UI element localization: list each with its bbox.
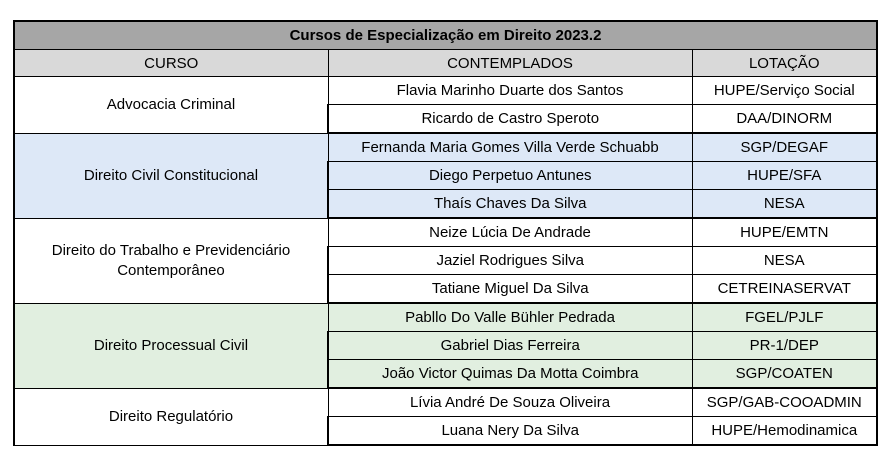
lotacao-cell: NESA — [692, 190, 877, 219]
header-row — [14, 50, 877, 77]
lotacao-cell: CETREINASERVAT — [692, 275, 877, 304]
contemplado-cell: Fernanda Maria Gomes Villa Verde Schuabb — [328, 133, 692, 162]
lotacao-cell: HUPE/EMTN — [692, 218, 877, 247]
courses-table — [13, 20, 878, 446]
lotacao-cell: NESA — [692, 247, 877, 275]
contemplado-cell: Diego Perpetuo Antunes — [328, 162, 692, 190]
lotacao-cell: HUPE/SFA — [692, 162, 877, 190]
lotacao-cell: FGEL/PJLF — [692, 303, 877, 332]
course-cell: Direito Processual Civil — [14, 303, 328, 388]
course-cell: Direito Regulatório — [14, 388, 328, 445]
lotacao-cell: DAA/DINORM — [692, 105, 877, 134]
table-row — [14, 133, 877, 162]
course-cell: Direito Civil Constitucional — [14, 133, 328, 218]
table-title: Cursos de Especialização em Direito 2023.2 — [14, 21, 877, 50]
header-curso: CURSO — [14, 50, 328, 77]
contemplado-cell: Gabriel Dias Ferreira — [328, 332, 692, 360]
lotacao-cell: SGP/COATEN — [692, 360, 877, 389]
lotacao-cell: SGP/DEGAF — [692, 133, 877, 162]
lotacao-cell: PR-1/DEP — [692, 332, 877, 360]
contemplado-cell: João Victor Quimas Da Motta Coimbra — [328, 360, 692, 389]
table-row — [14, 303, 877, 332]
title-row — [14, 21, 877, 50]
contemplado-cell: Tatiane Miguel Da Silva — [328, 275, 692, 304]
contemplado-cell: Jaziel Rodrigues Silva — [328, 247, 692, 275]
lotacao-cell: HUPE/Serviço Social — [692, 77, 877, 105]
table-row — [14, 77, 877, 105]
table-row — [14, 388, 877, 417]
contemplado-cell: Lívia André De Souza Oliveira — [328, 388, 692, 417]
table-row — [14, 218, 877, 247]
contemplado-cell: Pabllo Do Valle Bühler Pedrada — [328, 303, 692, 332]
header-contemplados: CONTEMPLADOS — [328, 50, 692, 77]
header-lotacao: LOTAÇÃO — [692, 50, 877, 77]
contemplado-cell: Ricardo de Castro Speroto — [328, 105, 692, 134]
course-cell: Direito do Trabalho e Previdenciário Contemporâneo — [14, 218, 328, 303]
lotacao-cell: HUPE/Hemodinamica — [692, 417, 877, 446]
contemplado-cell: Flavia Marinho Duarte dos Santos — [328, 77, 692, 105]
contemplado-cell: Luana Nery Da Silva — [328, 417, 692, 446]
course-cell: Advocacia Criminal — [14, 77, 328, 134]
contemplado-cell: Thaís Chaves Da Silva — [328, 190, 692, 219]
contemplado-cell: Neize Lúcia De Andrade — [328, 218, 692, 247]
lotacao-cell: SGP/GAB-COOADMIN — [692, 388, 877, 417]
